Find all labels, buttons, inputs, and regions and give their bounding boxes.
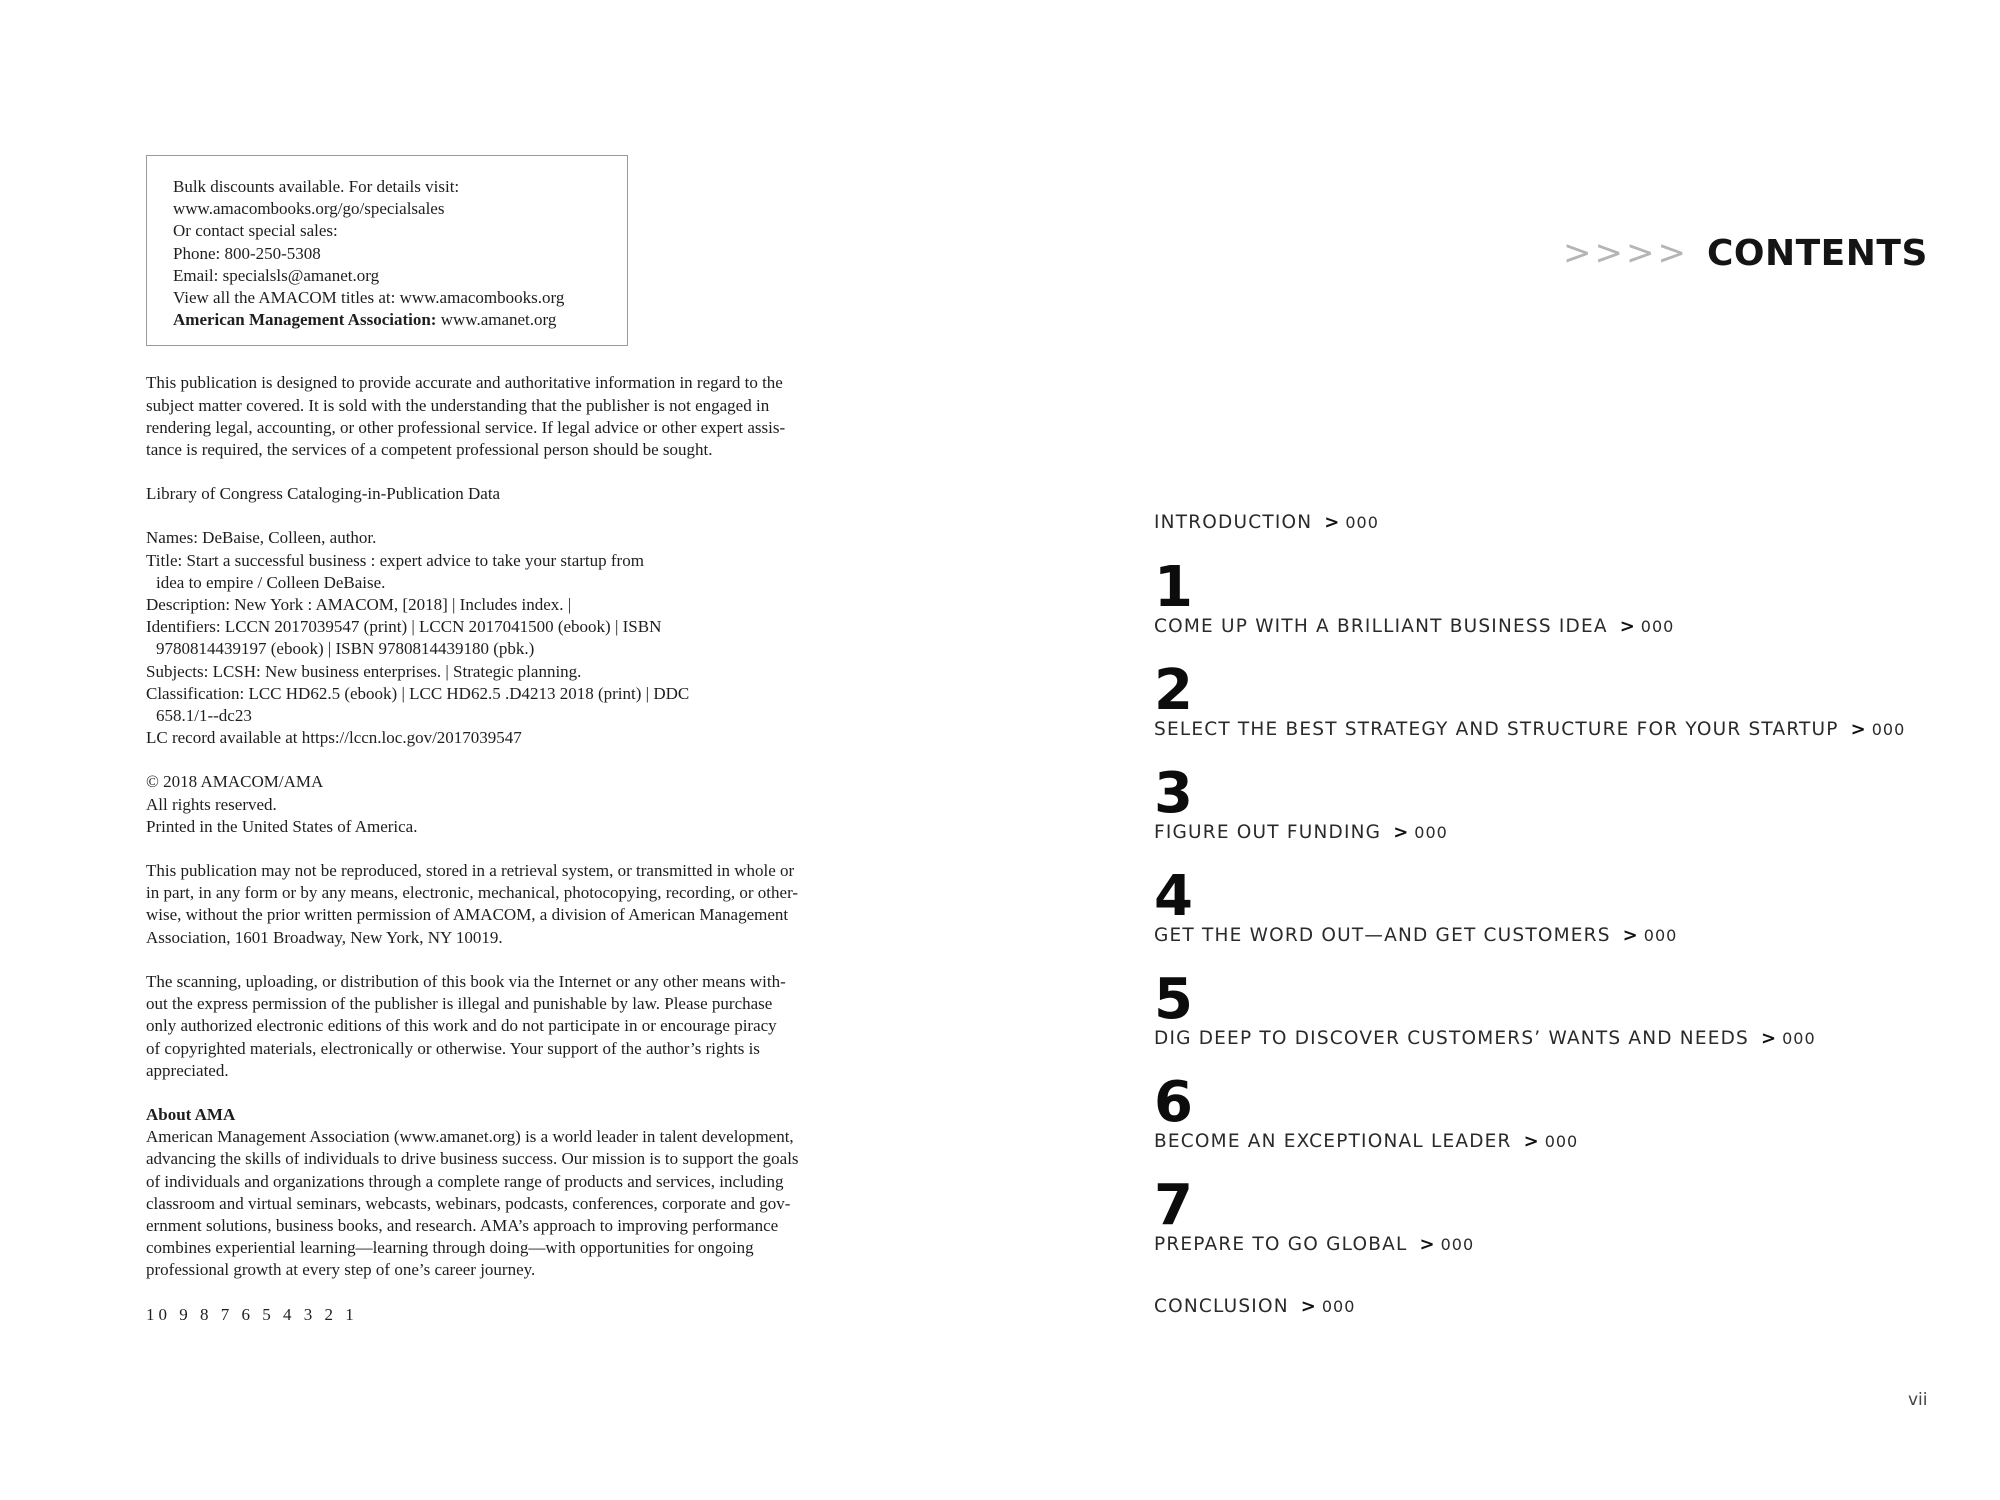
toc-entry-introduction[interactable] <box>1154 512 1379 533</box>
toc-label: COME UP WITH A BRILLIANT BUSINESS IDEA <box>1154 616 1608 637</box>
bulk-line: www.amacombooks.org/go/specialsales <box>173 199 445 219</box>
print-counter: 10 9 8 7 6 5 4 3 2 1 <box>146 1304 358 1324</box>
toc-label: GET THE WORD OUT—AND GET CUSTOMERS <box>1154 925 1611 946</box>
toc-arrow-icon: > <box>1761 1028 1777 1049</box>
ama-label: American Management Association: <box>173 310 437 330</box>
toc-entry-chapter-4[interactable] <box>1154 864 1678 946</box>
contents-header <box>1563 228 1928 278</box>
toc-arrow-icon: > <box>1622 925 1638 946</box>
scanning-line: of copyrighted materials, electronically or otherwise. Your support of the author’s rights is <box>146 1038 760 1058</box>
about-line: advancing the skills of individuals to drive business success. Our mission is to support the goals <box>146 1149 799 1169</box>
cip-line: Identifiers: LCCN 2017039547 (print) | LCCN 2017041500 (ebook) | ISBN <box>146 617 662 637</box>
about-line: classroom and virtual seminars, webcasts, webinars, podcasts, conferences, corporate and gov- <box>146 1193 791 1213</box>
toc-entry-chapter-5[interactable] <box>1154 967 1816 1049</box>
toc-page-number: 000 <box>1414 823 1448 842</box>
toc-entry-chapter-7[interactable] <box>1154 1173 1475 1255</box>
chapter-number: 5 <box>1154 967 1192 1032</box>
toc-page-number: 000 <box>1643 926 1678 945</box>
scanning-paragraph <box>146 971 866 1082</box>
cip-line: Description: New York : AMACOM, [2018] | Includes index. | <box>146 595 572 615</box>
toc-arrow-icon: > <box>1850 719 1866 740</box>
bulk-line: Phone: 800-250-5308 <box>173 243 321 263</box>
bulk-line: Email: specialsls@amanet.org <box>173 265 380 285</box>
cip-line: Names: DeBaise, Colleen, author. <box>146 528 377 548</box>
disclaimer-line: subject matter covered. It is sold with the understanding that the publisher is not engaged in <box>146 395 770 415</box>
toc-arrow-icon: > <box>1300 1296 1316 1317</box>
header-arrows-icon: >>>> <box>1563 233 1689 273</box>
toc-page-number: 000 <box>1321 1297 1356 1316</box>
page-number: vii <box>1908 1390 1928 1410</box>
about-ama-section <box>146 1104 866 1282</box>
toc-label: INTRODUCTION <box>1154 512 1313 533</box>
toc-arrow-icon: > <box>1619 616 1635 637</box>
toc-entry-conclusion[interactable] <box>1154 1296 1355 1317</box>
toc-page-number: 000 <box>1640 617 1675 636</box>
cip-line: LC record available at https://lccn.loc.gov/2017039547 <box>146 728 522 748</box>
copyright-line: © 2018 AMACOM/AMA <box>146 772 324 792</box>
scanning-line: appreciated. <box>146 1060 229 1080</box>
toc-entry-chapter-3[interactable] <box>1154 761 1448 843</box>
toc-label: SELECT THE BEST STRATEGY AND STRUCTURE FOR YOUR STARTUP <box>1154 719 1839 740</box>
printing-line <box>146 1304 866 1326</box>
disclaimer-line: This publication is designed to provide accurate and authoritative information in regard to the <box>146 373 783 393</box>
scanning-line: out the express permission of the publisher is illegal and punishable by law. Please purchase <box>146 994 773 1014</box>
toc-arrow-icon: > <box>1393 822 1409 843</box>
disclaimer-line: rendering legal, accounting, or other professional service. If legal advice or other expert assis- <box>146 417 786 437</box>
chapter-number: 2 <box>1154 658 1192 723</box>
chapter-number: 6 <box>1154 1070 1192 1135</box>
toc-entry-chapter-6[interactable] <box>1154 1070 1579 1152</box>
cip-line: 9780814439197 (ebook) | ISBN 9780814439180 (pbk.) <box>156 639 535 659</box>
bulk-line: Or contact special sales: <box>173 221 338 241</box>
toc-page-number: 000 <box>1440 1235 1475 1254</box>
copyright-page <box>146 155 866 1326</box>
reproduction-line: wise, without the prior written permission of AMACOM, a division of American Management <box>146 905 789 925</box>
copyright-line: Printed in the United States of America. <box>146 816 418 836</box>
toc-label: CONCLUSION <box>1154 1296 1289 1317</box>
reproduction-line: in part, in any form or by any means, electronic, mechanical, photocopying, recording, or other- <box>146 883 799 903</box>
about-line: combines experiential learning—learning through doing—with opportunities for ongoing <box>146 1238 754 1258</box>
cip-line: Classification: LCC HD62.5 (ebook) | LCC HD62.5 .D4213 2018 (print) | DDC <box>146 683 690 703</box>
bulk-line: Bulk discounts available. For details visit: <box>173 177 460 196</box>
reproduction-line: Association, 1601 Broadway, New York, NY 10019. <box>146 927 503 947</box>
toc-label: DIG DEEP TO DISCOVER CUSTOMERS’ WANTS AND NEEDS <box>1154 1028 1749 1049</box>
chapter-number: 1 <box>1154 555 1192 620</box>
ama-line <box>173 309 601 331</box>
toc-label: BECOME AN EXCEPTIONAL LEADER <box>1154 1131 1512 1152</box>
toc-page-number: 000 <box>1782 1029 1816 1048</box>
cip-line: idea to empire / Colleen DeBaise. <box>156 572 386 592</box>
scanning-line: The scanning, uploading, or distribution of this book via the Internet or any other means with- <box>146 971 786 991</box>
reproduction-paragraph <box>146 860 866 949</box>
toc-entry-chapter-2[interactable] <box>1154 658 1906 740</box>
contents-title: CONTENTS <box>1706 232 1928 274</box>
cip-line: Subjects: LCSH: New business enterprises. | Strategic planning. <box>146 661 582 681</box>
chapter-number: 3 <box>1154 761 1192 826</box>
toc-page-number: 000 <box>1544 1132 1579 1151</box>
about-line: professional growth at every step of one’s career journey. <box>146 1260 536 1280</box>
toc-page-number: 000 <box>1345 513 1379 532</box>
disclaimer-paragraph <box>146 372 866 461</box>
cip-line: 658.1/1--dc23 <box>156 706 252 726</box>
reproduction-line: This publication may not be reproduced, stored in a retrieval system, or transmitted in whole or <box>146 861 795 881</box>
about-ama-title: About AMA <box>146 1104 236 1124</box>
toc-entry-chapter-1[interactable] <box>1154 555 1675 637</box>
about-line: ernment solutions, business books, and research. AMA’s approach to improving performance <box>146 1215 779 1235</box>
bulk-discounts-box <box>146 155 628 346</box>
copyright-block <box>146 771 866 838</box>
toc-label: PREPARE TO GO GLOBAL <box>1154 1234 1408 1255</box>
copyright-line: All rights reserved. <box>146 794 277 814</box>
cip-line: Title: Start a successful business : expert advice to take your startup from <box>146 550 644 570</box>
about-line: of individuals and organizations through a complete range of products and services, including <box>146 1171 784 1191</box>
bulk-line: View all the AMACOM titles at: www.amacombooks.org <box>173 288 565 308</box>
toc-arrow-icon: > <box>1419 1234 1435 1255</box>
scanning-line: only authorized electronic editions of this work and do not participate in or encourage piracy <box>146 1016 777 1036</box>
chapter-number: 4 <box>1154 864 1192 929</box>
disclaimer-line: tance is required, the services of a competent professional person should be sought. <box>146 440 713 460</box>
loc-heading <box>146 483 866 505</box>
toc-arrow-icon: > <box>1523 1131 1539 1152</box>
toc-arrow-icon: > <box>1324 512 1340 533</box>
about-line: American Management Association (www.amanet.org) is a world leader in talent development, <box>146 1127 794 1147</box>
loc-heading-text: Library of Congress Cataloging-in-Publication Data <box>146 484 501 504</box>
toc-page-number: 000 <box>1871 720 1906 739</box>
ama-url: www.amanet.org <box>440 310 557 330</box>
cip-data-block <box>146 527 866 749</box>
chapter-number: 7 <box>1154 1173 1192 1238</box>
toc-label: FIGURE OUT FUNDING <box>1154 822 1382 843</box>
